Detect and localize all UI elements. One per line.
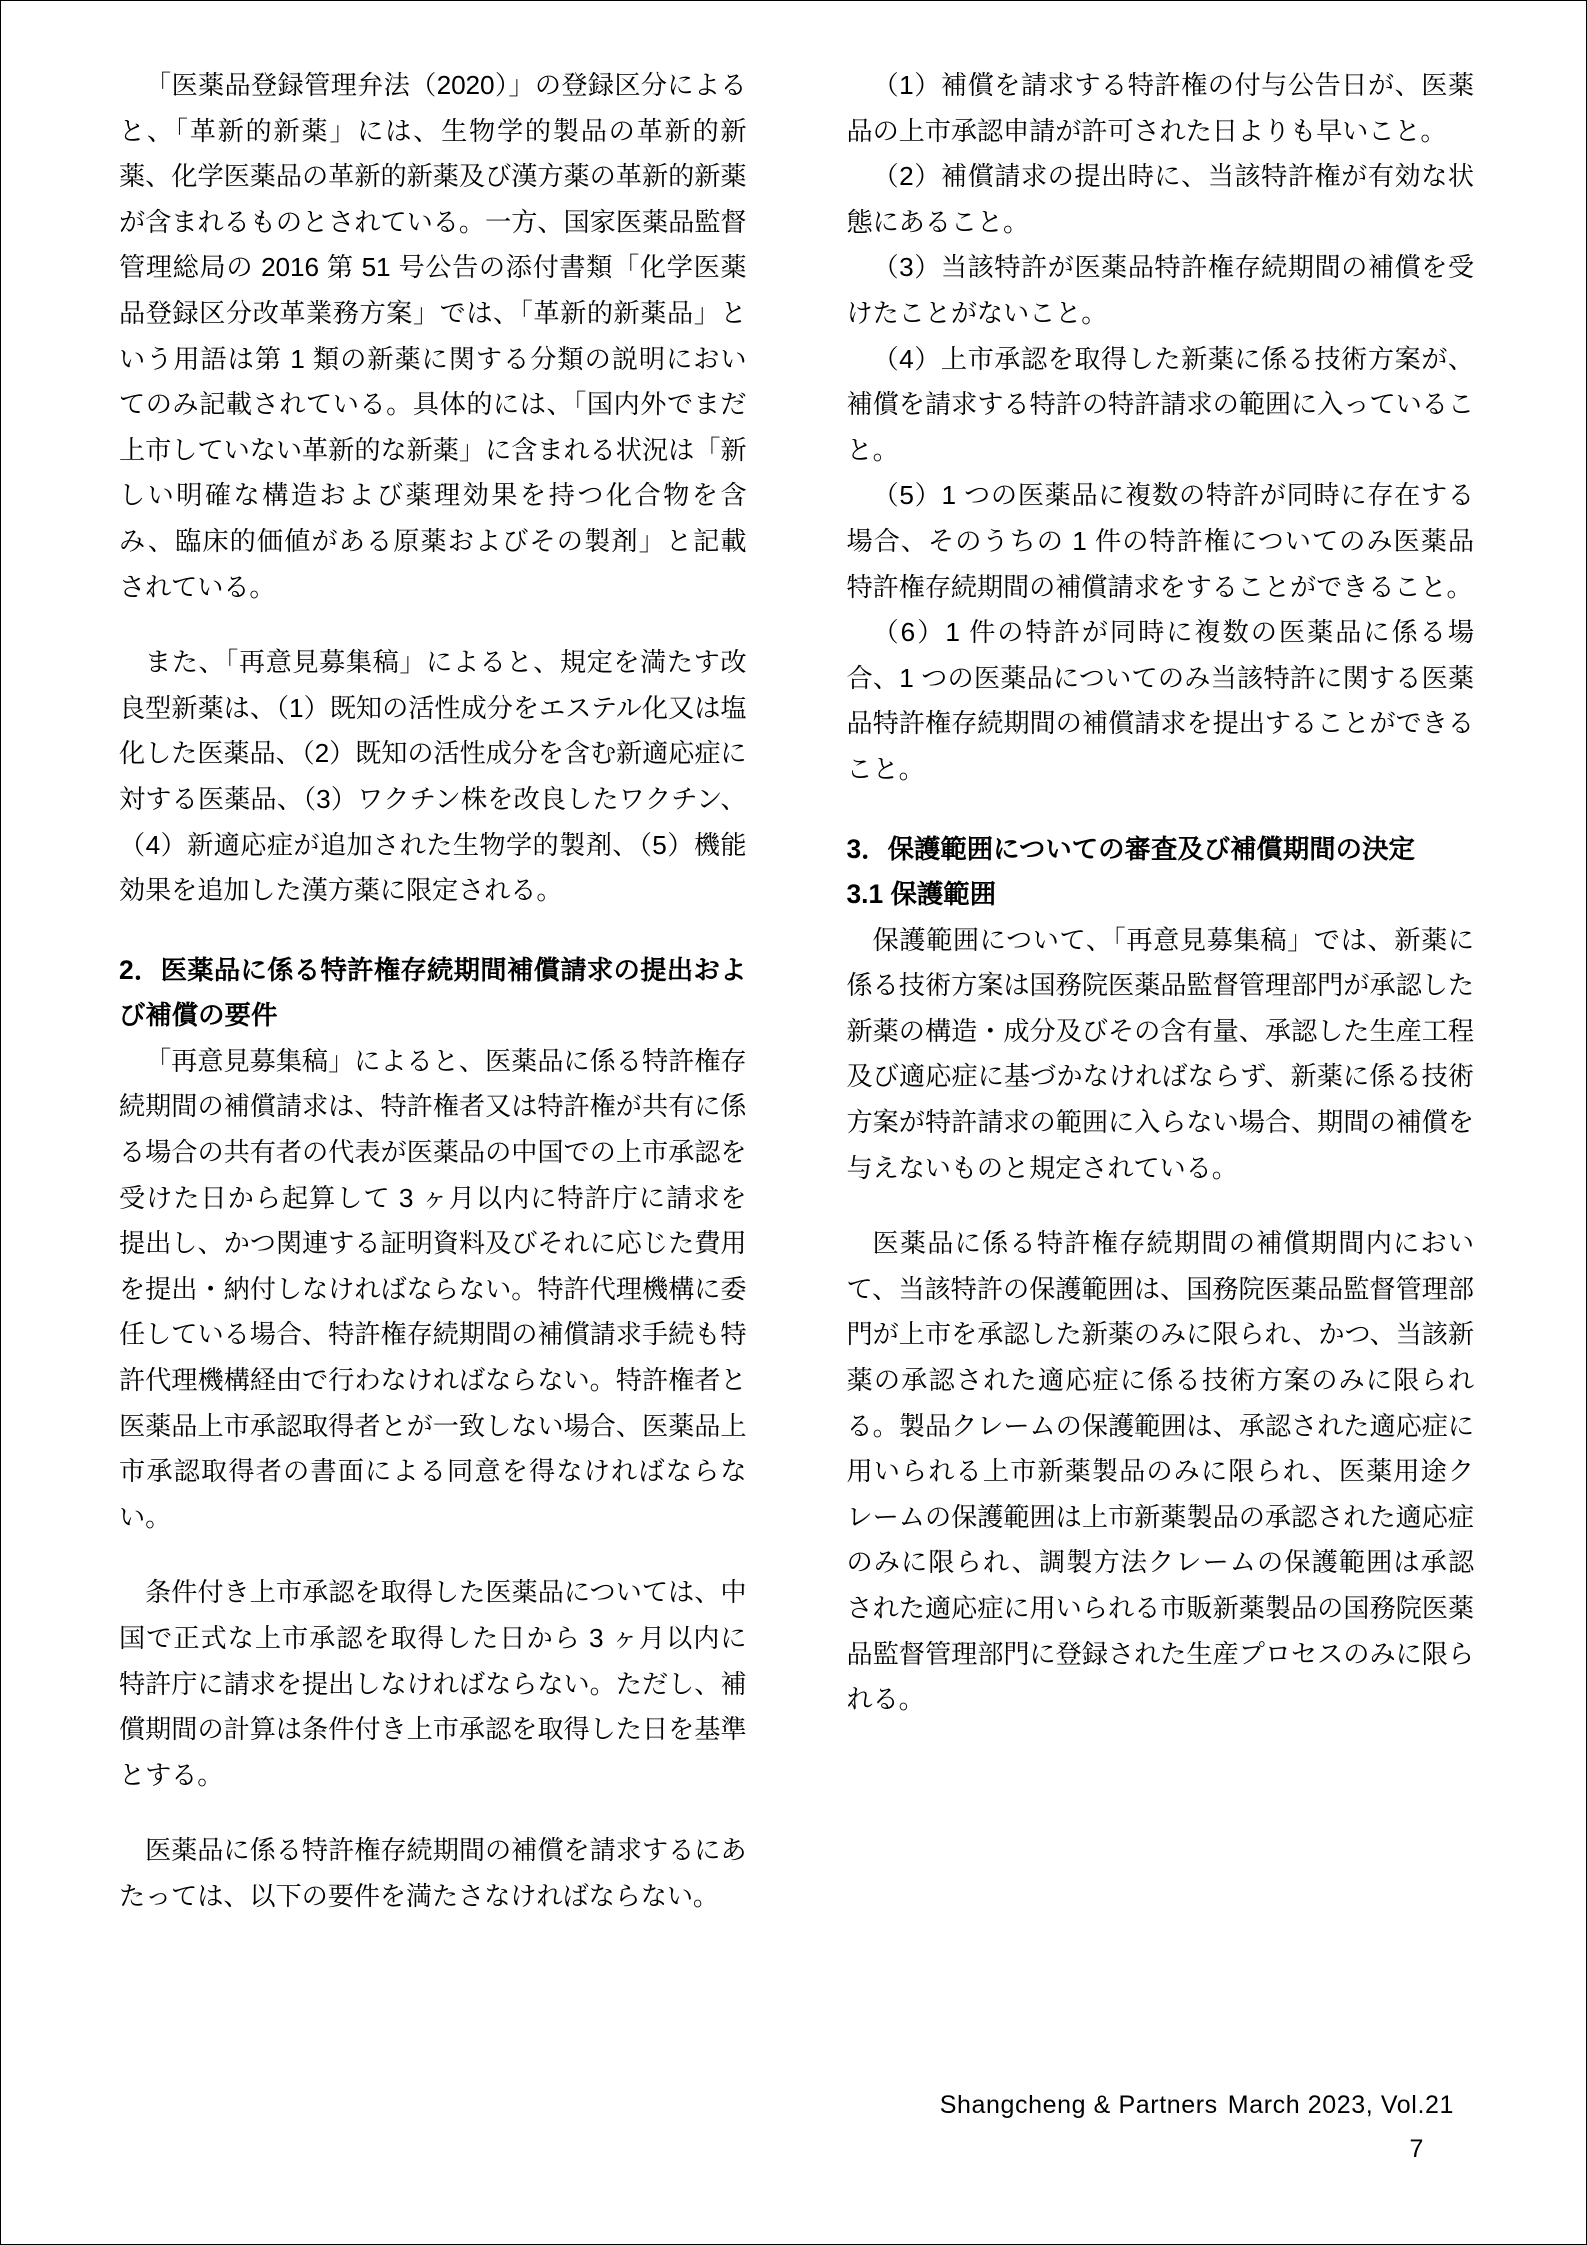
two-column-body bbox=[119, 63, 1474, 2063]
requirement-item-1: （1）補償を請求する特許権の付与公告日が、医薬品の上市承認申請が許可された日よりも早いこと。 bbox=[846, 70, 1474, 146]
footer-issue: March 2023, Vol.21 bbox=[1227, 2091, 1454, 2119]
requirement-item-2: （2）補償請求の提出時に、当該特許権が有効な状態にあること。 bbox=[846, 161, 1474, 237]
paragraph-requirements-intro: 医薬品に係る特許権存続期間の補償を請求するにあたっては、以下の要件を満たさなければならない。 bbox=[119, 1835, 747, 1911]
requirement-item-5: （5）1 つの医薬品に複数の特許が同時に存在する場合、そのうちの 1 件の特許権についてのみ医薬品特許権存続期間の補償請求をすることができること。 bbox=[846, 480, 1474, 602]
requirement-item-6: （6）1 件の特許が同時に複数の医薬品に係る場合、1 つの医薬品についてのみ当該特許に関する医薬品特許権存続期間の補償請求を提出することができること。 bbox=[846, 617, 1474, 784]
paragraph-conditional-approval: 条件付き上市承認を取得した医薬品については、中国で正式な上市承認を取得した日から 3 ヶ月以内に特許庁に請求を提出しなければならない。ただし、補償期間の計算は条件付き上市承認を取得した日を基準とする。 bbox=[119, 1577, 747, 1790]
paragraph-registration-categories: 「医薬品登録管理弁法（2020）」の登録区分によると、「革新的新薬」には、生物学的製品の革新的新薬、化学医薬品の革新的新薬及び漢方薬の革新的新薬が含まれるものとされている。一方、国家医薬品監督管理総局の 2016 第 51 号公告の添付書類「化学医薬品登録区分改革業務方案」では、「革新的新薬品」という用語は第 1 類の新薬に関する分類の説明においてのみ記載されている。具体的には、「国内外でまだ上市していない革新的な新薬」に含まれる状況は「新しい明確な構造および薬理効果を持つ化合物を含み、臨床的価値がある原薬およびその製剤」と記載されている。 bbox=[119, 70, 747, 602]
page-number: 7 bbox=[1409, 2135, 1424, 2163]
left-column bbox=[119, 63, 747, 2063]
section-subheading-3-1: 3.1 保護範囲 bbox=[846, 879, 997, 910]
footer-firm-and-issue bbox=[119, 2086, 1474, 2124]
footer-firm-name: Shangcheng & Partners bbox=[939, 2091, 1218, 2119]
right-column bbox=[847, 63, 1475, 2063]
paragraph-filing-requirements: 「再意見募集稿」によると、医薬品に係る特許権存続期間の補償請求は、特許権者又は特許権が共有に係る場合の共有者の代表が医薬品の中国での上市承認を受けた日から起算して 3 ヶ月以内に特許庁に請求を提出し、かつ関連する証明資料及びそれに応じた費用を提出・納付しなければならない。特許代理機構に委任している場合、特許権存続期間の補償請求手続も特許代理機構経由で行わなければならない。特許権者と医薬品上市承認取得者とが一致しない場合、医薬品上市承認取得者の書面による同意を得なければならない。 bbox=[119, 1045, 747, 1532]
page-sheet bbox=[1, 1, 1587, 2245]
page-footer bbox=[119, 2086, 1474, 2168]
requirement-item-3: （3）当該特許が医薬品特許権存続期間の補償を受けたことがないこと。 bbox=[846, 252, 1474, 328]
paragraph-protection-scope-definition: 保護範囲について、「再意見募集稿」では、新薬に係る技術方案は国務院医薬品監督管理部門が承認した新薬の構造・成分及びその含有量、承認した生産工程及び適応症に基づかなければならず、新薬に係る技術方案が特許請求の範囲に入らない場合、期間の補償を与えないものと規定されている。 bbox=[846, 924, 1474, 1183]
section-heading-3: 3．保護範囲についての審査及び補償期間の決定 bbox=[846, 833, 1415, 864]
paragraph-improved-new-drugs: また、「再意見募集稿」によると、規定を満たす改良型新薬は、（1）既知の活性成分をエステル化又は塩化した医薬品、（2）既知の活性成分を含む新適応症に対する医薬品、（3）ワクチン株を改良したワクチン、（4）新適応症が追加された生物学的製剤、（5）機能効果を追加した漢方薬に限定される。 bbox=[119, 647, 747, 906]
requirement-item-4: （4）上市承認を取得した新薬に係る技術方案が、補償を請求する特許の特許請求の範囲に入っていること。 bbox=[846, 343, 1474, 465]
section-heading-2: 2．医薬品に係る特許権存続期間補償請求の提出および補償の要件 bbox=[119, 954, 747, 1031]
paragraph-protection-scope-limits: 医薬品に係る特許権存続期間の補償期間内において、当該特許の保護範囲は、国務院医薬品監督管理部門が上市を承認した新薬のみに限られ、かつ、当該新薬の承認された適応症に係る技術方案のみに限られる。製品クレームの保護範囲は、承認された適応症に用いられる上市新薬製品のみに限られ、医薬用途クレームの保護範囲は上市新薬製品の承認された適応症のみに限られ、調製方法クレームの保護範囲は承認された適応症に用いられる市販新薬製品の国務院医薬品監督管理部門に登録された生産プロセスのみに限られる。 bbox=[846, 1228, 1474, 1715]
